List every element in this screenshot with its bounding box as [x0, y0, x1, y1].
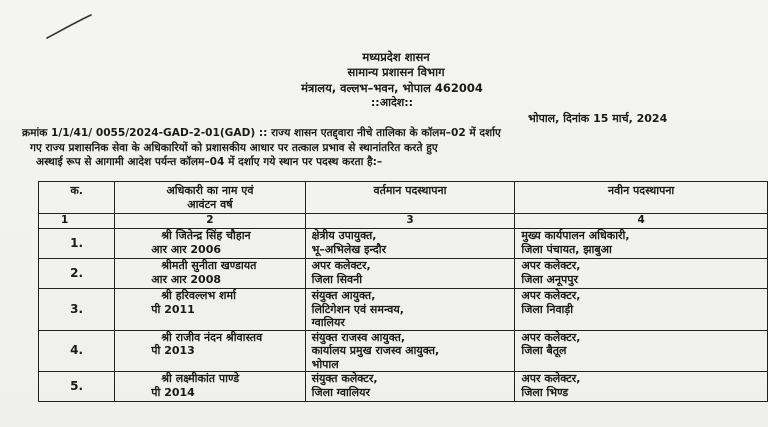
current-posting-line: भोपाल [311, 357, 339, 371]
order-text-line: अस्थाई रूप से आगामी आदेश पर्यन्त कॉलम–04 में दर्शाए गये स्थान पर पदस्थ करता है:– [36, 156, 383, 168]
officer-batch: पी 2014 [151, 385, 195, 399]
order-date: भोपाल, दिनांक 15 मार्च, 2024 [528, 112, 668, 125]
government-name: मध्यप्रदेश शासन [362, 50, 430, 64]
new-posting-line: जिला अनूपपुर [521, 272, 578, 286]
officer-batch: पी 2013 [151, 344, 195, 357]
new-posting-cell [515, 259, 768, 289]
new-posting-line: जिला पंचायत, झाबुआ [521, 242, 612, 256]
pen-stroke-mark [44, 12, 94, 42]
row-serial: 1. [39, 229, 115, 259]
new-posting-cell [515, 330, 768, 372]
header-officer-line: आवंटन वर्ष [187, 197, 233, 211]
order-heading: ::आदेश:: [370, 96, 414, 109]
officer-cell [115, 289, 305, 331]
row-serial: 4. [39, 330, 115, 372]
header-serial: क. [39, 182, 115, 214]
new-posting-line: जिला भिण्ड [521, 385, 569, 399]
new-posting-cell [515, 372, 768, 402]
table-row [39, 330, 768, 372]
header-officer-line: अधिकारी का नाम एवं [166, 184, 254, 197]
order-text-line: गए राज्य प्रशासनिक सेवा के अधिकारियों को प्रशासकीय आधार पर तत्काल प्रभाव से स्थानांतरित करते हुए [30, 141, 438, 154]
current-posting-line: अपर कलेक्टर, [311, 259, 371, 272]
new-posting-cell [515, 229, 768, 259]
table-row [39, 229, 768, 259]
table-row [39, 289, 768, 331]
new-posting-line: मुख्य कार्यपालन अधिकारी, [521, 229, 630, 242]
column-number: 1 [39, 214, 115, 229]
row-serial: 3. [39, 289, 115, 331]
row-serial: 5. [39, 372, 115, 402]
column-number: 4 [515, 214, 768, 229]
current-posting-cell [305, 229, 515, 259]
current-posting-line: ग्वालियर [311, 316, 345, 329]
current-posting-cell [305, 372, 515, 402]
order-paragraph [22, 126, 762, 170]
officer-name: श्री जितेन्द्र सिंह चौहान [161, 229, 251, 242]
officer-batch: आर आर 2006 [151, 242, 222, 256]
new-posting-line: अपर कलेक्टर, [521, 289, 581, 302]
officer-batch: पी 2011 [151, 302, 195, 316]
table-row [39, 372, 768, 402]
current-posting-line: लिटिगेशन एवं समन्वय, [311, 302, 404, 316]
officer-cell [115, 229, 305, 259]
column-number: 3 [305, 214, 515, 229]
officer-cell [115, 372, 305, 402]
transfer-table [38, 181, 768, 402]
order-text-line: क्रमांक 1/1/41/ 0055/2024-GAD-2-01(GAD) :: राज्य शासन एतद्द्वारा नीचे तालिका के कॉलम–02 में दर्शाए [22, 127, 501, 139]
officer-cell [115, 330, 305, 372]
new-posting-line: अपर कलेक्टर, [521, 372, 581, 385]
new-posting-line: जिला निवाड़ी [521, 302, 574, 316]
table-header-row [39, 182, 768, 214]
current-posting-cell [305, 259, 515, 289]
current-posting-line: जिला सिवनी [311, 272, 363, 286]
table-body [39, 229, 768, 402]
officer-cell [115, 259, 305, 289]
new-posting-line: अपर कलेक्टर, [521, 259, 581, 272]
header-current-posting: वर्तमान पदस्थापना [305, 182, 515, 214]
officer-name: श्री हरिवल्लभ शर्मा [161, 289, 236, 302]
header-officer [115, 182, 305, 214]
current-posting-line: कार्यालय प्रमुख राजस्व आयुक्त, [311, 344, 440, 357]
current-posting-line: क्षेत्रीय उपायुक्त, [311, 229, 377, 242]
current-posting-line: भू–अभिलेख इन्दौर [311, 242, 387, 256]
current-posting-line: संयुक्त कलेक्टर, [311, 372, 378, 385]
current-posting-cell [305, 289, 515, 331]
new-posting-line: अपर कलेक्टर, [521, 330, 581, 344]
column-number: 2 [115, 214, 305, 229]
officer-batch: आर आर 2008 [151, 272, 222, 286]
new-posting-line: जिला बैतूल [521, 344, 567, 357]
current-posting-line: संयुक्त राजस्व आयुक्त, [311, 330, 406, 344]
department-address: मंत्रालय, वल्लभ–भवन, भोपाल 462004 [301, 81, 483, 95]
table-row [39, 259, 768, 289]
current-posting-line: संयुक्त आयुक्त, [311, 289, 376, 302]
column-number-row [39, 214, 768, 229]
officer-name: श्री लक्ष्मीकांत पाण्डे [161, 372, 240, 385]
department-name: सामान्य प्रशासन विभाग [347, 65, 445, 79]
row-serial: 2. [39, 259, 115, 289]
officer-name: श्रीमती सुनीता खण्डायत [161, 259, 257, 272]
officer-name: श्री राजीव नंदन श्रीवास्तव [161, 330, 263, 344]
header-new-posting: नवीन पदस्थापना [515, 182, 768, 214]
current-posting-cell [305, 330, 515, 372]
current-posting-line: जिला ग्वालियर [311, 385, 370, 399]
new-posting-cell [515, 289, 768, 331]
